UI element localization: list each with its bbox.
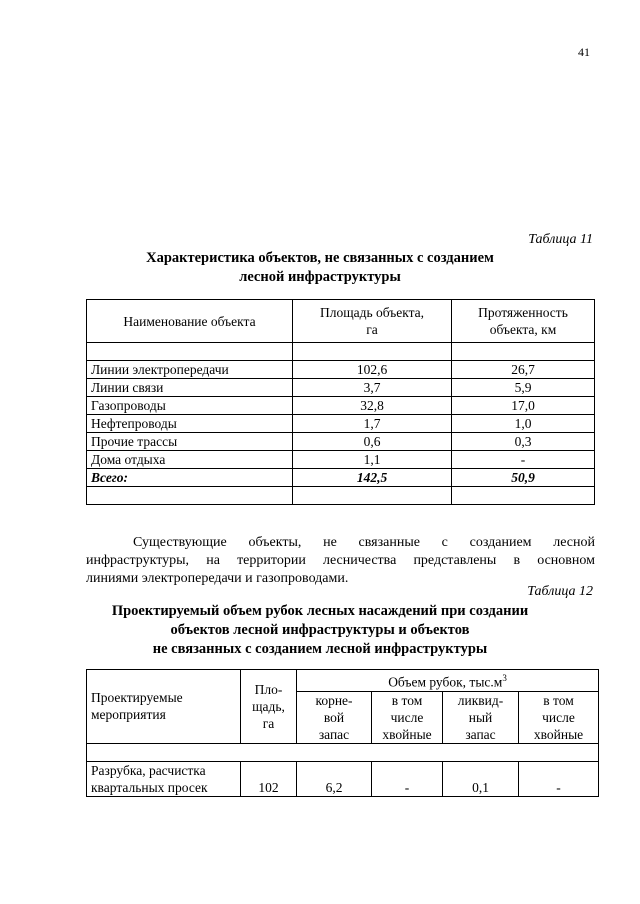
table-11-title-line: Характеристика объектов, не связанных с созданием [146, 250, 494, 266]
column-header-liquid [443, 691, 519, 743]
column-header-activity [87, 670, 241, 744]
header-line: числе [542, 709, 575, 725]
cell-total-name: Всего: [87, 469, 293, 487]
header-line: хвойные [382, 726, 432, 742]
table-12-title [0, 602, 640, 659]
table-row [87, 433, 595, 451]
page-number: 41 [578, 45, 590, 59]
blank-cell [87, 487, 293, 505]
header-line: числе [390, 709, 424, 725]
blank-cell [452, 487, 595, 505]
cell-root-conifer: - [372, 761, 443, 796]
header-line: запас [318, 726, 350, 742]
blank-cell [87, 743, 599, 761]
header-line: объекта, км [489, 322, 557, 337]
table-row [87, 451, 595, 469]
header-line: ликвид- [457, 692, 504, 708]
blank-row [87, 487, 595, 505]
cell-area: 3,7 [293, 379, 452, 397]
header-line: га [262, 715, 275, 731]
table-header-row [87, 670, 599, 692]
header-line: Площадь объекта, [319, 305, 425, 320]
cell-length: 17,0 [452, 397, 595, 415]
table-row [87, 397, 595, 415]
table-row [87, 379, 595, 397]
header-line: ный [468, 709, 493, 725]
cell-liquid: 0,1 [443, 761, 519, 796]
cell-activity [87, 761, 241, 796]
blank-cell [293, 487, 452, 505]
header-line: Проектируемые [91, 690, 183, 706]
column-group-volume [297, 670, 599, 692]
superscript: 3 [502, 673, 507, 683]
header-line: в том [543, 692, 574, 708]
cell-length: 26,7 [452, 361, 595, 379]
cell-name: Линии связи [87, 379, 293, 397]
header-line: Протяженность [478, 305, 568, 320]
cell-name: Прочие трассы [87, 433, 293, 451]
blank-row [87, 743, 599, 761]
table-11 [86, 299, 595, 505]
cell-length: 0,3 [452, 433, 595, 451]
cell-line: Разрубка, расчистка [91, 762, 206, 778]
cell-length: 5,9 [452, 379, 595, 397]
column-header-area [241, 670, 297, 744]
table-12-title-line: Проектируемый объем рубок лесных насаждений при создании [111, 603, 529, 619]
table-12-title-line: не связанных с созданием лесной инфраструктуры [152, 641, 488, 657]
cell-total-length: 50,9 [452, 469, 595, 487]
cell-area: 32,8 [293, 397, 452, 415]
cell-area: 0,6 [293, 433, 452, 451]
header-line: Объем рубок, тыс.м [388, 674, 503, 690]
paragraph-line: линиями электропередачи и газопроводами. [86, 571, 349, 586]
cell-length: 1,0 [452, 415, 595, 433]
blank-cell [87, 343, 293, 361]
cell-area: 102 [241, 761, 297, 796]
table-12 [86, 669, 599, 797]
table-row [87, 415, 595, 433]
table-11-label: Таблица 11 [528, 232, 593, 247]
header-line: вой [323, 709, 345, 725]
cell-name: Нефтепроводы [87, 415, 293, 433]
cell-name: Линии электропередачи [87, 361, 293, 379]
table-row [87, 361, 595, 379]
table-11-title-line: лесной инфраструктуры [239, 269, 401, 285]
cell-root: 6,2 [297, 761, 372, 796]
column-header-area [293, 300, 452, 343]
header-line: Пло- [254, 681, 283, 697]
paragraph-line: инфраструктуры, на территории лесничества представлены в основном [86, 553, 595, 568]
column-header-liquid-conifer [519, 691, 599, 743]
table-12-label: Таблица 12 [527, 584, 593, 599]
body-paragraph [86, 534, 595, 588]
column-header-length [452, 300, 595, 343]
header-line: в том [391, 692, 423, 708]
table-header-row [87, 300, 595, 343]
paragraph-line: Существующие объекты, не связанные с созданием лесной [133, 535, 595, 550]
header-line: запас [465, 726, 496, 742]
cell-line: квартальных просек [91, 779, 208, 795]
table-row [87, 761, 599, 796]
table-11-title [0, 249, 640, 287]
column-header-root-conifer [372, 691, 443, 743]
column-header-name: Наименование объекта [87, 300, 293, 343]
cell-liquid-conifer: - [519, 761, 599, 796]
header-line: га [366, 322, 378, 337]
table-12-title-line: объектов лесной инфраструктуры и объектов [170, 622, 470, 638]
total-row [87, 469, 595, 487]
cell-area: 1,7 [293, 415, 452, 433]
header-line: корне- [315, 692, 353, 708]
header-line: мероприятия [91, 707, 166, 723]
blank-cell [293, 343, 452, 361]
cell-name: Газопроводы [87, 397, 293, 415]
cell-total-area: 142,5 [293, 469, 452, 487]
header-line: щадь, [252, 698, 285, 714]
blank-cell [452, 343, 595, 361]
header-line: хвойные [533, 726, 584, 742]
cell-area: 102,6 [293, 361, 452, 379]
blank-row [87, 343, 595, 361]
cell-length: - [452, 451, 595, 469]
column-header-root [297, 691, 372, 743]
cell-name: Дома отдыха [87, 451, 293, 469]
cell-area: 1,1 [293, 451, 452, 469]
